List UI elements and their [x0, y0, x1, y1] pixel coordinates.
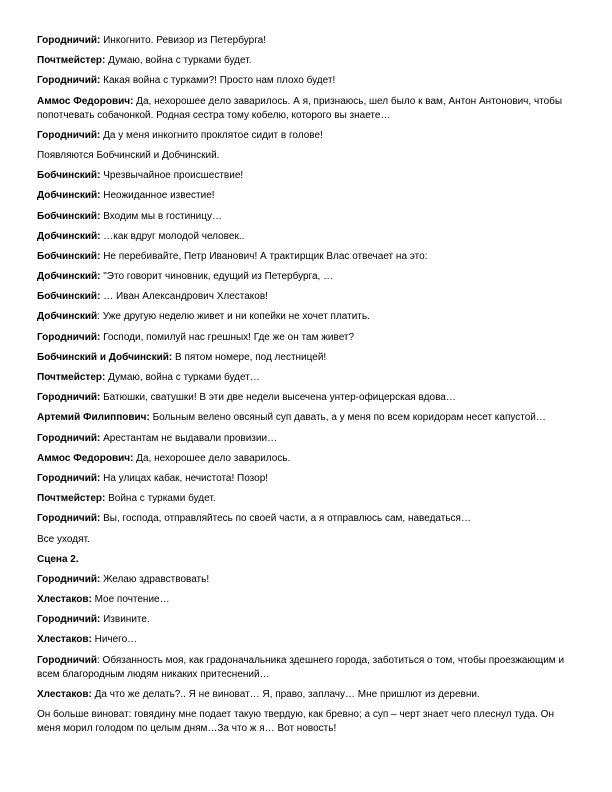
line-text: На улицах кабак, нечистота! Позор!: [100, 472, 269, 484]
speaker-name: Артемий Филиппович:: [37, 412, 150, 424]
line-text: Думаю, война с турками будет.: [105, 55, 252, 67]
narration-paragraph: [37, 708, 577, 736]
line-text: Батюшки, сватушки! В эти две недели высечена унтер-офицерская вдова…: [100, 392, 456, 404]
line-text: Какая война с турками?! Просто нам плохо будет!: [100, 75, 336, 87]
speaker-name: Аммос Федорович:: [37, 95, 134, 107]
line-text: Все уходят.: [37, 533, 90, 545]
line-text: Арестантам не выдавали провизии…: [100, 432, 278, 444]
dialogue-line: [37, 270, 577, 284]
dialogue-line: [37, 189, 577, 203]
dialogue-line: [37, 230, 577, 244]
stage-direction: [37, 533, 577, 547]
line-text: Да, нехорошее дело заварилось. А я, признаюсь, шел было к вам, Антон Антонович, чтобы попотчевать собачонкой. Родная сестра тому кобелю, которого вы знаете…: [37, 95, 563, 121]
line-text: Мое почтение…: [91, 594, 170, 606]
line-text: : Уже другую неделю живет и ни копейки не хочет платить.: [97, 311, 370, 323]
speaker-name: Городничий:: [37, 472, 101, 484]
speaker-name: Добчинский: [37, 311, 98, 323]
dialogue-line: [37, 593, 577, 607]
speaker-name: Городничий:: [37, 331, 101, 343]
dialogue-line: [37, 210, 577, 224]
dialogue-line: [37, 654, 577, 682]
line-text: : Обязанность моя, как градоначальника здешнего города, заботиться о том, чтобы проезжающим и всем благородным людям никаких притеснений…: [37, 654, 565, 680]
line-text: … Иван Александрович Хлестаков!: [100, 291, 268, 303]
dialogue-line: [37, 34, 577, 48]
speaker-name: Бобчинский:: [37, 170, 101, 182]
line-text: …как вдруг молодой человек..: [100, 230, 245, 242]
speaker-name: Почтмейстер:: [37, 493, 106, 505]
line-text: Да у меня инкогнито проклятое сидит в голове!: [100, 129, 323, 141]
line-text: Инкогнито. Ревизор из Петербурга!: [100, 35, 266, 46]
speaker-name: Добчинский:: [37, 190, 101, 202]
dialogue-line: [37, 129, 577, 143]
line-text: Появляются Бобчинский и Добчинский.: [37, 149, 220, 161]
dialogue-line: [37, 411, 577, 425]
speaker-name: Бобчинский:: [37, 291, 101, 303]
speaker-name: Городничий:: [37, 573, 101, 585]
line-text: Да что же делать?.. Я не виноват… Я, право, заплачу… Мне пришлют из деревни.: [91, 688, 480, 700]
dialogue-line: [37, 492, 577, 506]
line-text: Не перебивайте, Петр Иванович! А трактирщик Влас отвечает на это:: [100, 250, 428, 262]
speaker-name: Бобчинский и Добчинский:: [37, 351, 173, 363]
dialogue-line: [37, 391, 577, 405]
line-text: Входим мы в гостиницу…: [100, 210, 222, 222]
line-text: Господи, помилуй нас грешных! Где же он там живет?: [100, 331, 355, 343]
speaker-name: Бобчинский:: [37, 210, 101, 222]
dialogue-line: [37, 331, 577, 345]
line-text: "Это говорит чиновник, едущий из Петербурга, …: [100, 271, 334, 283]
dialogue-line: [37, 290, 577, 304]
line-text: Да, нехорошее дело заварилось.: [133, 452, 291, 464]
speaker-name: Добчинский:: [37, 271, 101, 283]
dialogue-line: [37, 472, 577, 486]
line-text: Больным велено овсяный суп давать, а у меня по всем коридорам несет капустой…: [149, 412, 546, 424]
stage-direction: [37, 149, 577, 163]
line-text: Вы, господа, отправляйтесь по своей части, а я отправлюсь сам, наведаться…: [100, 513, 471, 525]
speaker-name: Хлестаков:: [37, 688, 92, 700]
line-text: Чрезвычайное происшествие!: [100, 170, 244, 182]
dialogue-line: [37, 250, 577, 264]
dialogue-line: [37, 371, 577, 385]
line-text: Неожиданное известие!: [100, 190, 215, 202]
speaker-name: Городничий:: [37, 75, 101, 87]
speaker-name: Бобчинский:: [37, 250, 101, 262]
speaker-name: Хлестаков:: [37, 634, 92, 646]
speaker-name: Почтмейстер:: [37, 55, 106, 67]
speaker-name: Городничий:: [37, 513, 101, 525]
dialogue-line: [37, 573, 577, 587]
speaker-name: Городничий:: [37, 614, 101, 626]
line-text: Желаю здравствовать!: [100, 573, 210, 585]
dialogue-line: [37, 95, 577, 123]
dialogue-line: [37, 351, 577, 365]
speaker-name: Добчинский:: [37, 230, 101, 242]
dialogue-line: [37, 74, 577, 88]
line-text: Он больше виноват: говядину мне подает такую твердую, как бревно; а суп – черт знает чего плеснул туда. Он меня морил голодом по целым дням…За что ж я… Вот новость!: [37, 709, 554, 734]
line-text: Ничего…: [91, 634, 138, 646]
line-text: Война с турками будет.: [105, 493, 216, 505]
speaker-name: Городничий:: [37, 129, 101, 141]
dialogue-line: [37, 169, 577, 183]
speaker-name: Городничий:: [37, 392, 101, 404]
dialogue-line: [37, 432, 577, 446]
speaker-name: Городничий: [37, 654, 97, 666]
dialogue-line: [37, 452, 577, 466]
speaker-name: Аммос Федорович:: [37, 452, 134, 464]
speaker-name: Почтмейстер:: [37, 372, 106, 383]
dialogue-line: [37, 54, 577, 68]
line-text: Извините.: [100, 614, 150, 626]
dialogue-line: [37, 633, 577, 647]
scene-title: Сцена 2.: [37, 553, 79, 565]
document-page: [37, 34, 577, 742]
speaker-name: Городничий:: [37, 35, 101, 46]
speaker-name: Городничий:: [37, 432, 101, 444]
speaker-name: Хлестаков:: [37, 594, 92, 606]
line-text: Думаю, война с турками будет…: [105, 372, 260, 383]
dialogue-line: [37, 310, 577, 324]
line-text: В пятом номере, под лестницей!: [172, 351, 327, 363]
dialogue-line: [37, 512, 577, 526]
dialogue-line: [37, 688, 577, 702]
dialogue-line: [37, 613, 577, 627]
scene-heading: [37, 553, 577, 567]
